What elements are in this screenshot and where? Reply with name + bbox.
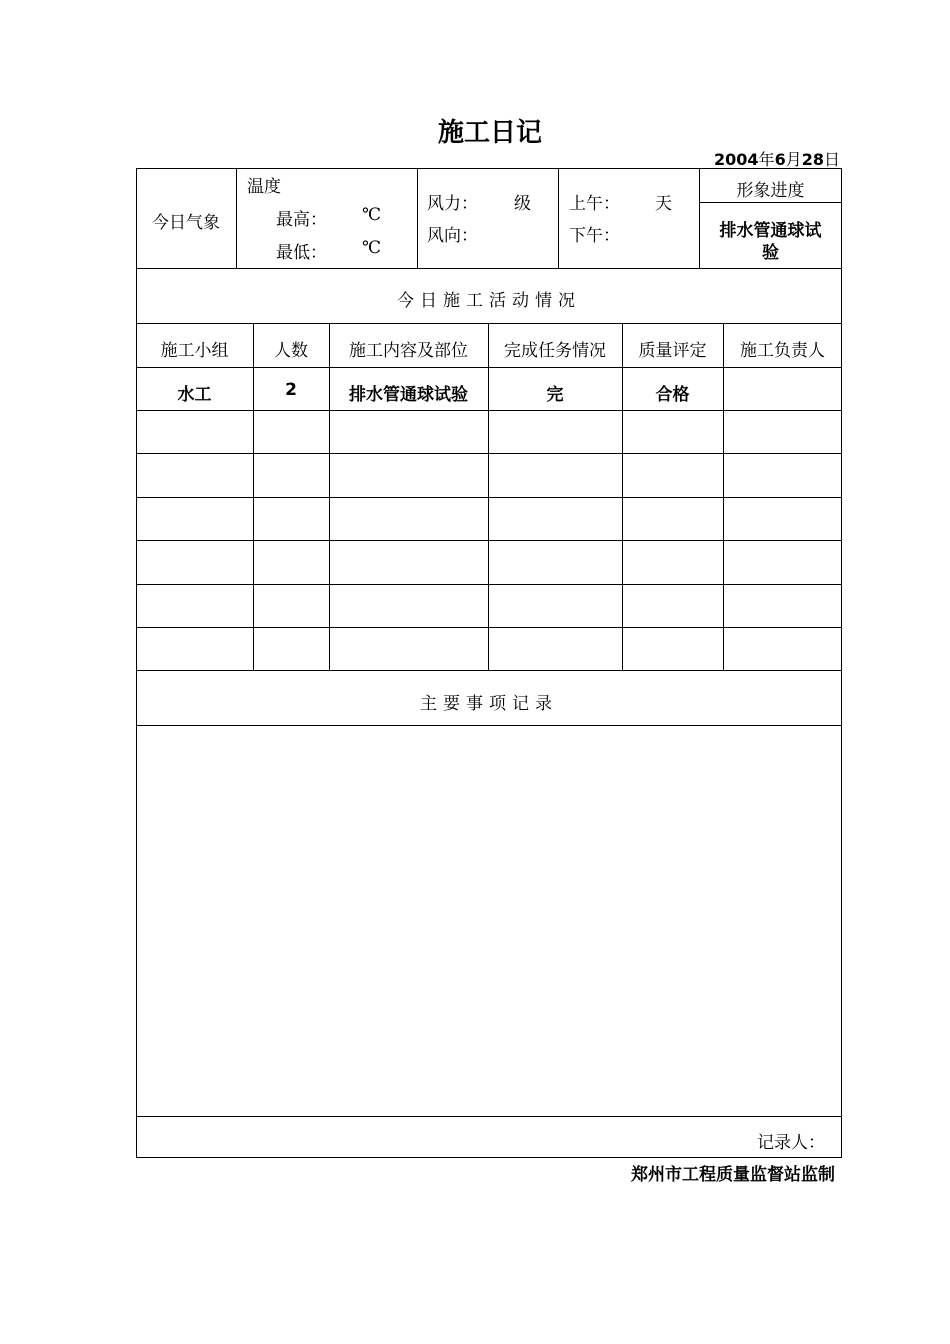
divider (136, 268, 842, 269)
cell-completion: 完 (546, 385, 564, 405)
divider (136, 584, 842, 585)
divider (136, 323, 842, 324)
header-responsible: 施工负责人 (740, 341, 825, 361)
divider (136, 670, 842, 671)
divider (488, 323, 489, 670)
divider (622, 323, 623, 670)
month-unit: 月 (785, 150, 802, 169)
date-month: 6 (774, 150, 786, 169)
progress-value-line2: 验 (762, 243, 779, 263)
wind-dir-label: 风向： (427, 226, 478, 246)
divider (558, 168, 559, 268)
cell-team: 水工 (177, 385, 212, 405)
activities-title: 今日施工活动情况 (397, 291, 581, 311)
am-label: 上午： (569, 194, 620, 214)
progress-label: 形象进度 (736, 181, 805, 201)
cell-count: 2 (285, 380, 297, 400)
wind-force-label: 风力： (427, 194, 478, 214)
date-day: 28 (801, 150, 824, 169)
divider (136, 367, 842, 368)
divider (329, 323, 330, 670)
divider (253, 323, 254, 670)
header-team: 施工小组 (160, 341, 229, 361)
header-count: 人数 (274, 341, 308, 361)
records-title: 主要事项记录 (420, 694, 558, 714)
temp-low-unit: ℃ (362, 238, 382, 258)
temp-low-label: 最低： (276, 243, 327, 263)
divider (136, 497, 842, 498)
wind-force-unit: 级 (514, 194, 531, 214)
cell-quality: 合格 (655, 385, 690, 405)
header-completion: 完成任务情况 (504, 341, 606, 361)
temp-high-label: 最高： (276, 210, 327, 230)
divider (417, 168, 418, 268)
divider (236, 168, 237, 268)
header-content: 施工内容及部位 (349, 341, 468, 361)
divider (136, 725, 842, 726)
page-title: 施工日记 (437, 118, 542, 148)
divider (136, 1116, 842, 1117)
weather-label: 今日气象 (152, 213, 220, 233)
temp-high-unit: ℃ (362, 205, 382, 225)
date-year: 2004 (714, 150, 759, 169)
footer-issuer: 郑州市工程质量监督站监制 (631, 1165, 835, 1185)
divider (699, 202, 842, 203)
year-unit: 年 (758, 150, 775, 169)
divider (136, 453, 842, 454)
divider (136, 627, 842, 628)
temp-label: 温度 (247, 177, 281, 197)
pm-label: 下午： (569, 226, 620, 246)
diary-table (136, 168, 842, 1158)
cell-content: 排水管通球试验 (349, 385, 468, 405)
day-unit: 日 (823, 150, 840, 169)
date (714, 147, 840, 170)
divider (723, 323, 724, 670)
divider (136, 540, 842, 541)
progress-value-line1: 排水管通球试 (719, 221, 822, 241)
recorder-label: 记录人： (757, 1133, 825, 1153)
am-unit: 天 (655, 194, 672, 214)
divider (136, 410, 842, 411)
header-quality: 质量评定 (638, 341, 707, 361)
